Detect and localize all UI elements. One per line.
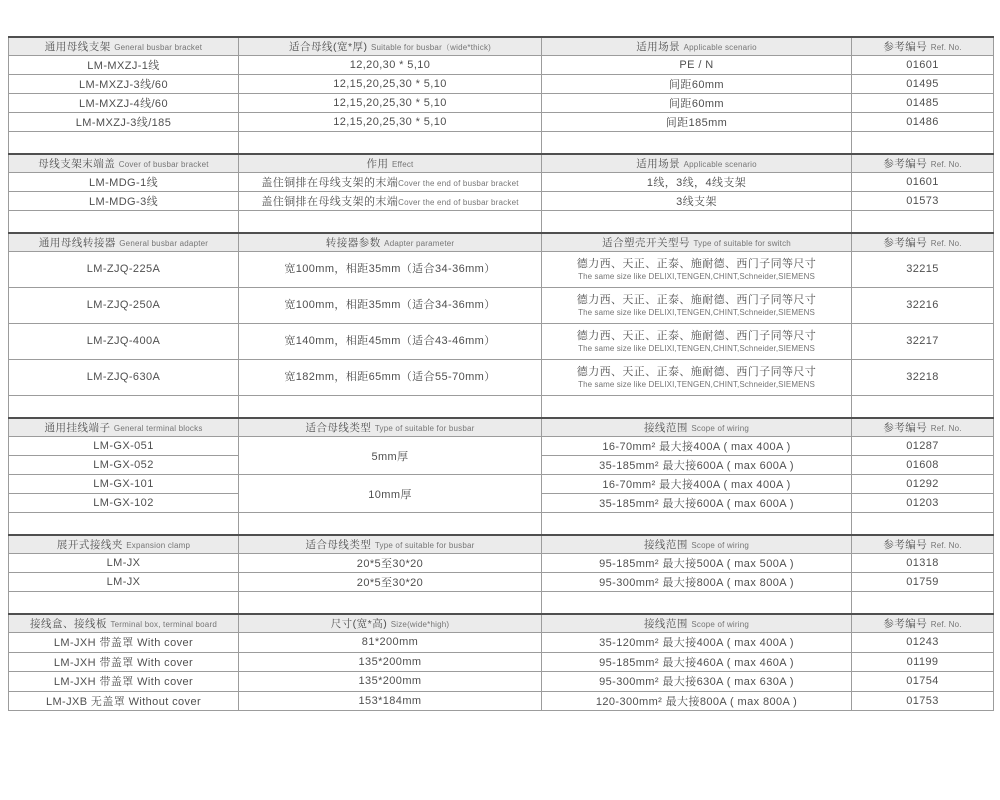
table-cell [239,652,542,672]
column-header [542,154,852,173]
gap-cell [542,513,852,536]
table-cell [542,456,852,475]
column-header-label-en: Adapter parameter [384,239,455,248]
table-cell [852,475,994,494]
column-header-label-en: General busbar bracket [114,43,203,52]
column-header-label-en: Type of suitable for switch [693,239,791,248]
gap-cell [852,132,994,155]
table-cell [9,475,239,494]
cell-text: 20*5至30*20 [356,558,424,570]
table-cell [239,437,542,475]
product-spec-table [8,36,994,711]
table-cell [239,324,542,360]
table-row [9,113,994,132]
cell-text: 5mm厚 [371,450,409,463]
cell-text: 01759 [906,576,939,588]
table-cell [542,554,852,573]
column-header-label: 参考编号 [883,618,928,630]
cell-text: 01486 [906,116,939,128]
table-row [9,573,994,592]
column-header-label-en: Applicable scenario [683,43,757,52]
column-header-label: 参考编号 [883,539,928,551]
table-cell [852,192,994,211]
table-cell [239,633,542,653]
table-row [9,554,994,573]
column-header-label: 适合塑壳开关型号 [602,237,691,249]
column-header-label-en: Type of suitable for busbar [374,541,475,550]
table-cell [239,554,542,573]
cell-text-en2: The same size like DELIXI,TENGEN,CHINT,Schneider,SIEMENS [578,308,815,317]
cell-text: 01754 [906,675,939,688]
cell-text: 95-185mm² 最大接460A ( max 460A ) [599,656,794,669]
table-cell [9,554,239,573]
table-cell [9,94,239,113]
column-header [852,233,994,252]
column-header-label: 接线范围 [643,422,688,434]
gap-cell [9,132,239,155]
table-cell [239,252,542,288]
column-header-label: 作用 [366,158,389,170]
column-header [9,37,239,56]
table-cell [542,324,852,360]
cell-text: 32216 [906,298,939,311]
table-cell [9,672,239,692]
cell-text: 德力西、天正、正泰、施耐德、西门子同等尺寸 [576,257,817,270]
column-header-label: 适合母线(宽*厚) [288,41,368,53]
column-header [9,614,239,633]
cell-text: 153*184mm [358,694,422,707]
table-row [9,173,994,192]
section-header-row-terminal-box-board [9,614,994,633]
table-cell [239,75,542,94]
table-cell [852,324,994,360]
column-header-label-en: Effect [391,160,414,169]
table-cell [852,494,994,513]
cell-text: LM-JXH 带盖罩 With cover [53,637,194,650]
table-row [9,437,994,456]
column-header [852,614,994,633]
cell-text: 95-300mm² 最大接630A ( max 630A ) [599,676,794,689]
column-header-label-en: Scope of wiring [691,424,750,433]
table-cell [239,173,542,192]
table-row [9,691,994,711]
table-cell [542,56,852,75]
table-cell [542,494,852,513]
column-header [542,418,852,437]
cell-text: 35-120mm² 最大接400A ( max 400A ) [599,637,794,650]
section-header-row-expansion-clamp [9,535,994,554]
column-header [9,418,239,437]
column-header-label: 接线盒、接线板 [30,618,108,630]
column-header-label-en: Applicable scenario [683,160,757,169]
cell-text: 01243 [906,636,939,649]
gap-cell [852,396,994,419]
cell-text: 01495 [906,78,939,90]
cell-text: 01203 [906,497,939,509]
cell-text: LM-JX [106,557,141,569]
table-cell [9,324,239,360]
gap-cell [542,592,852,615]
gap-cell [239,211,542,234]
cell-text: 01601 [906,59,939,71]
table-cell [542,633,852,653]
table-cell [542,252,852,288]
cell-text: 01608 [906,459,939,471]
column-header-label: 接线范围 [643,618,688,630]
table-cell [852,113,994,132]
column-header-label-en: Cover of busbar bracket [118,160,209,169]
table-cell [542,437,852,456]
column-header-label-en: Ref. No. [930,541,962,550]
gap-cell [9,592,239,615]
column-header [542,37,852,56]
table-row [9,75,994,94]
table-cell [239,475,542,513]
table-cell [9,360,239,396]
cell-text: LM-JX [106,576,141,588]
cell-text: 德力西、天正、正泰、施耐德、西门子同等尺寸 [576,293,817,306]
section-gap-row [9,211,994,234]
column-header-label-en: Scope of wiring [691,541,750,550]
table-cell [852,672,994,692]
table-cell [852,360,994,396]
column-header-label: 接线范围 [643,539,688,551]
column-header [542,233,852,252]
table-cell [9,252,239,288]
column-header-label-en: Ref. No. [930,620,962,629]
cell-text: 95-300mm² 最大接800A ( max 800A ) [599,577,794,589]
table-cell [239,360,542,396]
cell-text: 35-185mm² 最大接600A ( max 600A ) [599,460,794,472]
cell-text: 12,20,30 * 5,10 [349,59,431,71]
column-header-label: 适用场景 [636,41,681,53]
column-header-label-en: Scope of wiring [691,620,750,629]
cell-text: 12,15,20,25,30 * 5,10 [333,116,447,128]
cell-text: 盖住铜排在母线支架的末端 [261,196,399,208]
table-cell [9,192,239,211]
column-header-label-en: General terminal blocks [113,424,203,433]
catalog-page [8,36,993,711]
table-row [9,672,994,692]
column-header-label-en: Ref. No. [930,424,962,433]
cell-text: 盖住铜排在母线支架的末端 [261,177,399,189]
table-cell [852,252,994,288]
table-cell [239,192,542,211]
column-header-label-en: Size(wide*high) [390,620,450,629]
cell-text: 01199 [906,655,939,668]
column-header [852,154,994,173]
cell-text: 16-70mm² 最大接400A ( max 400A ) [602,441,791,453]
cell-text: 间距185mm [665,117,728,129]
table-cell [852,75,994,94]
section-gap-row [9,592,994,615]
column-header [9,233,239,252]
table-cell [852,456,994,475]
gap-cell [239,396,542,419]
cell-text: 宽182mm，相距65mm（适合55-70mm） [284,370,496,383]
cell-text: 16-70mm² 最大接400A ( max 400A ) [602,479,791,491]
table-cell [852,437,994,456]
table-cell [542,475,852,494]
table-cell [9,288,239,324]
cell-text: 12,15,20,25,30 * 5,10 [333,78,447,90]
column-header [239,418,542,437]
cell-text: LM-ZJQ-250A [86,298,161,311]
gap-cell [542,211,852,234]
table-row [9,652,994,672]
cell-text-en2: The same size like DELIXI,TENGEN,CHINT,Schneider,SIEMENS [578,344,815,353]
column-header-label: 适合母线类型 [305,422,372,434]
column-header [852,418,994,437]
column-header-label: 适合母线类型 [305,539,372,551]
cell-text: 01573 [906,195,939,207]
cell-text: LM-MDG-3线 [89,196,158,208]
table-cell [239,672,542,692]
cell-text: LM-MXZJ-1线 [87,60,160,72]
column-header [239,233,542,252]
table-cell [542,652,852,672]
cell-text: 12,15,20,25,30 * 5,10 [333,97,447,109]
gap-cell [9,211,239,234]
column-header [852,37,994,56]
table-cell [852,173,994,192]
table-row [9,324,994,360]
cell-text: 32217 [906,334,939,347]
cell-text: LM-GX-051 [93,440,154,452]
cell-text: LM-JXB 无盖罩 Without cover [45,695,202,708]
table-cell [852,652,994,672]
cell-text: 35-185mm² 最大接600A ( max 600A ) [599,498,794,510]
table-cell [239,113,542,132]
cell-text: 01287 [906,440,939,452]
cell-text: 宽100mm，相距35mm（适合34-36mm） [284,262,496,275]
cell-text: 01753 [906,694,939,707]
table-cell [9,173,239,192]
column-header-label: 参考编号 [883,237,928,249]
table-row [9,288,994,324]
column-header [239,154,542,173]
table-cell [9,573,239,592]
table-cell [542,113,852,132]
section-header-row-general-terminal-blocks [9,418,994,437]
cell-text-en2: The same size like DELIXI,TENGEN,CHINT,Schneider,SIEMENS [578,272,815,281]
column-header-label-en: Suitable for busbar（wide*thick) [370,43,492,52]
column-header-label: 参考编号 [883,41,928,53]
column-header-label: 参考编号 [883,158,928,170]
cell-text: LM-GX-101 [93,478,154,490]
gap-cell [239,132,542,155]
gap-cell [852,211,994,234]
cell-text: LM-JXH 带盖罩 With cover [53,656,194,669]
gap-cell [9,513,239,536]
gap-cell [542,396,852,419]
section-gap-row [9,396,994,419]
table-cell [9,75,239,94]
column-header-label: 适用场景 [636,158,681,170]
cell-text: 10mm厚 [368,488,412,501]
column-header-label-en: General busbar adapter [119,239,209,248]
table-cell [9,633,239,653]
table-cell [542,288,852,324]
table-cell [852,94,994,113]
gap-cell [852,592,994,615]
column-header-label: 转接器参数 [325,237,381,249]
gap-cell [542,132,852,155]
table-row [9,192,994,211]
table-cell [9,652,239,672]
cell-text: 81*200mm [361,636,419,649]
cell-text: LM-JXH 带盖罩 With cover [53,676,194,689]
cell-text: 德力西、天正、正泰、施耐德、西门子同等尺寸 [576,365,817,378]
cell-text: 间距60mm [669,98,724,110]
cell-text-en: Cover the end of busbar bracket [398,198,519,207]
cell-text: 德力西、天正、正泰、施耐德、西门子同等尺寸 [576,329,817,342]
column-header [542,614,852,633]
cell-text: 01292 [906,478,939,490]
column-header [239,614,542,633]
table-cell [9,56,239,75]
table-cell [542,672,852,692]
cell-text: LM-GX-052 [93,459,154,471]
column-header-label: 通用母线转接器 [38,237,116,249]
column-header-label-en: Ref. No. [930,160,962,169]
cell-text-en: Cover the end of busbar bracket [398,179,519,188]
table-cell [542,192,852,211]
cell-text: LM-ZJQ-225A [86,262,161,275]
table-cell [239,94,542,113]
table-row [9,94,994,113]
cell-text: LM-ZJQ-400A [86,334,161,347]
cell-text: 20*5至30*20 [356,577,424,589]
cell-text: 1线，3线，4线支架 [646,177,747,189]
section-header-row-busbar-bracket-end-cover [9,154,994,173]
cell-text: 01485 [906,97,939,109]
cell-text: 01318 [906,557,939,569]
column-header-label-en: Terminal box, terminal board [110,620,217,629]
gap-cell [239,592,542,615]
column-header-label: 展开式接线夹 [56,539,123,551]
cell-text-en2: The same size like DELIXI,TENGEN,CHINT,Schneider,SIEMENS [578,380,815,389]
table-cell [542,94,852,113]
cell-text: 135*200mm [358,655,422,668]
cell-text: 3线支架 [676,196,717,208]
table-cell [239,56,542,75]
column-header-label-en: Expansion clamp [126,541,191,550]
column-header [9,535,239,554]
table-cell [9,494,239,513]
cell-text: 95-185mm² 最大接500A ( max 500A ) [599,558,794,570]
table-cell [852,691,994,711]
cell-text: LM-MXZJ-3线/60 [79,79,168,91]
section-header-row-general-busbar-adapter [9,233,994,252]
table-row [9,360,994,396]
table-cell [542,691,852,711]
cell-text: LM-GX-102 [93,497,154,509]
table-cell [9,691,239,711]
gap-cell [852,513,994,536]
cell-text: PE / N [679,59,714,71]
cell-text: LM-MXZJ-4线/60 [79,98,168,110]
column-header [239,37,542,56]
table-cell [239,691,542,711]
gap-cell [239,513,542,536]
column-header [239,535,542,554]
table-row [9,252,994,288]
table-cell [9,456,239,475]
table-cell [852,56,994,75]
column-header [9,154,239,173]
table-cell [9,113,239,132]
table-cell [852,573,994,592]
section-header-row-general-busbar-bracket [9,37,994,56]
gap-cell [9,396,239,419]
cell-text: 120-300mm² 最大接800A ( max 800A ) [595,695,798,708]
cell-text: 135*200mm [358,675,422,688]
table-cell [852,633,994,653]
cell-text: 32218 [906,370,939,383]
table-cell [542,173,852,192]
column-header-label: 通用母线支架 [44,41,111,53]
table-row [9,56,994,75]
column-header-label: 尺寸(宽*高) [330,618,388,630]
table-cell [542,573,852,592]
table-row [9,475,994,494]
column-header-label: 通用挂线端子 [44,422,111,434]
table-cell [239,288,542,324]
cell-text: LM-MDG-1线 [89,177,158,189]
table-cell [852,554,994,573]
section-gap-row [9,513,994,536]
cell-text: 宽140mm，相距45mm（适合43-46mm） [284,334,496,347]
table-cell [239,573,542,592]
column-header [542,535,852,554]
column-header-label-en: Ref. No. [930,43,962,52]
cell-text: LM-MXZJ-3线/185 [75,117,172,129]
table-cell [9,437,239,456]
column-header [852,535,994,554]
table-row [9,633,994,653]
column-header-label: 参考编号 [883,422,928,434]
table-cell [852,288,994,324]
section-gap-row [9,132,994,155]
table-cell [542,75,852,94]
column-header-label: 母线支架末端盖 [38,158,116,170]
cell-text: LM-ZJQ-630A [86,370,161,383]
cell-text: 01601 [906,176,939,188]
cell-text: 间距60mm [669,79,724,91]
column-header-label-en: Ref. No. [930,239,962,248]
table-cell [542,360,852,396]
cell-text: 32215 [906,262,939,275]
column-header-label-en: Type of suitable for busbar [374,424,475,433]
cell-text: 宽100mm，相距35mm（适合34-36mm） [284,298,496,311]
